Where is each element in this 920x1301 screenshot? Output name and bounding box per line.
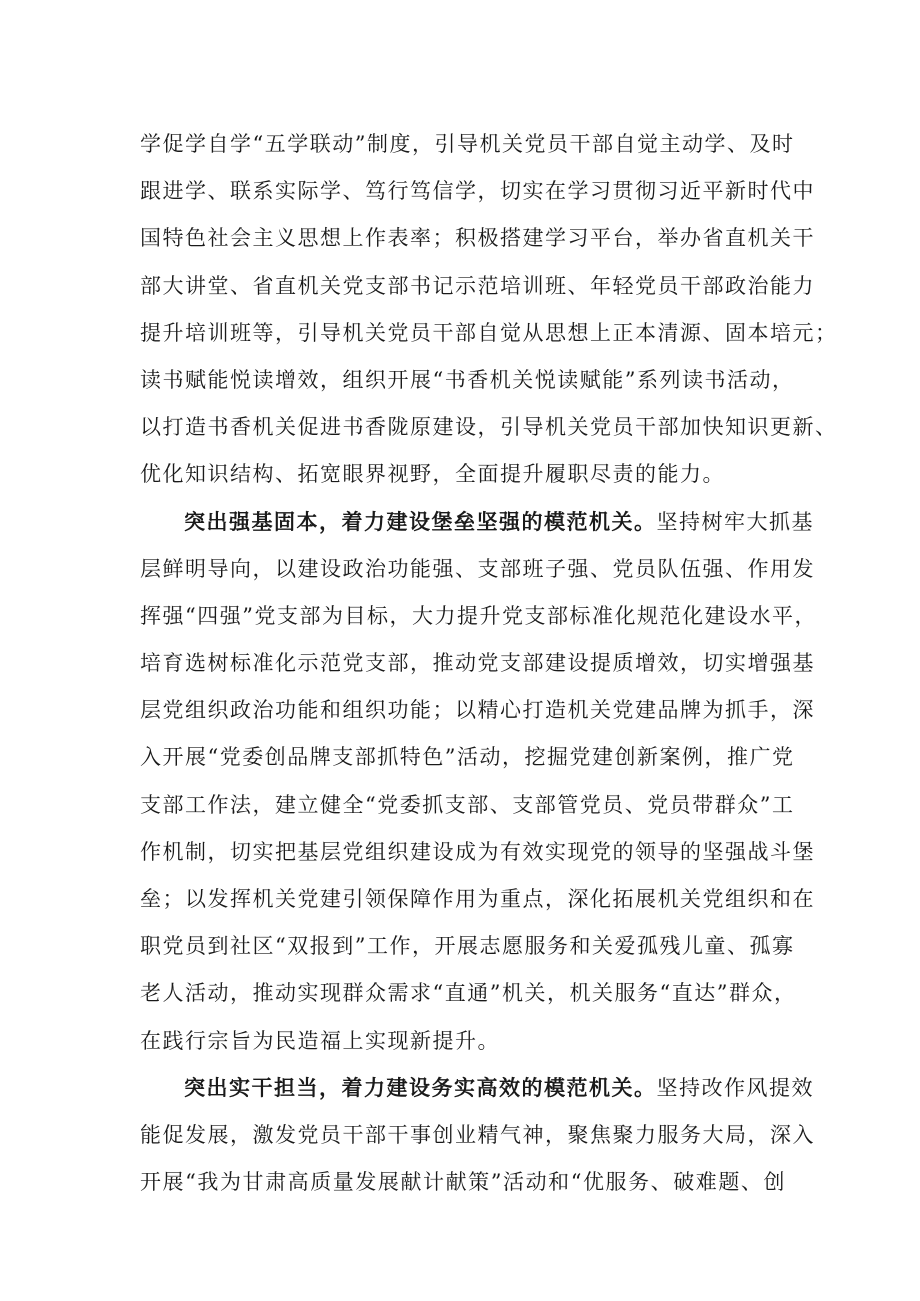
paragraph-practical-work: [140, 1065, 815, 1207]
text-line: 入开展“党委创品牌支部抓特色”活动，挖掘党建创新案例，推广党: [140, 745, 795, 770]
text-line: 读书赋能悦读增效，组织开展“书香机关悦读赋能”系列读书活动，: [140, 367, 795, 392]
paragraph-study: [140, 121, 838, 499]
text-line: 跟进学、联系实际学、笃行笃信学，切实在学习贯彻习近平新时代中: [140, 179, 815, 204]
text-line: 在践行宗旨为民造福上实现新提升。: [140, 1028, 500, 1053]
text-line: 挥强“四强”党支部为目标，大力提升党支部标准化规范化建设水平，: [140, 603, 817, 628]
text-line: 培育选树标准化示范党支部，推动党支部建设提质增效，切实增强基: [140, 651, 815, 676]
text-line: 老人活动，推动实现群众需求“直通”机关，机关服务“直达”群众，: [140, 981, 797, 1006]
document-body: [140, 121, 838, 1206]
paragraph-first-line: [140, 499, 814, 546]
text-line: 能促发展，激发党员干部干事创业精气神，聚焦聚力服务大局，深入: [140, 1122, 815, 1147]
text-line: 提升培训班等，引导机关党员干部自觉从思想上正本清源、固本培元；: [140, 320, 838, 345]
text-run: 坚持树牢大抓基: [656, 509, 814, 534]
paragraph-heading: 突出强基固本，着力建设堡垒坚强的模范机关。: [184, 509, 657, 534]
paragraph-strong-foundation: [140, 499, 817, 1065]
text-line: 部大讲堂、省直机关党支部书记示范培训班、年轻党员干部政治能力: [140, 273, 815, 298]
text-run: 坚持改作风提效: [656, 1075, 814, 1100]
text-line: 支部工作法，建立健全“党委抓支部、支部管党员、党员带群众”工: [140, 792, 795, 817]
text-line: 垒；以发挥机关党建引领保障作用为重点，深化拓展机关党组织和在: [140, 887, 815, 911]
text-line: 层鲜明导向，以建设政治功能强、支部班子强、党员队伍强、作用发: [140, 556, 815, 581]
text-line: 职党员到社区“双报到”工作，开展志愿服务和关爱孤残儿童、孤寡: [140, 934, 795, 959]
text-line: 作机制，切实把基层党组织建设成为有效实现党的领导的坚强战斗堡: [140, 839, 815, 864]
text-line: 以打造书香机关促进书香陇原建设，引导机关党员干部加快知识更新、: [140, 415, 838, 440]
text-line: 层党组织政治功能和组织功能；以精心打造机关党建品牌为抓手，深: [140, 698, 815, 723]
text-line: 开展“我为甘肃高质量发展献计献策”活动和“优服务、破难题、创: [140, 1170, 786, 1195]
paragraph-heading: 突出实干担当，着力建设务实高效的模范机关。: [184, 1075, 657, 1100]
text-line: 学促学自学“五学联动”制度，引导机关党员干部自觉主动学、及时: [140, 132, 795, 156]
text-line: 国特色社会主义思想上作表率；积极搭建学习平台，举办省直机关干: [140, 226, 815, 251]
paragraph-first-line: [140, 1065, 814, 1112]
text-line: 优化知识结构、拓宽眼界视野，全面提升履职尽责的能力。: [140, 462, 725, 487]
